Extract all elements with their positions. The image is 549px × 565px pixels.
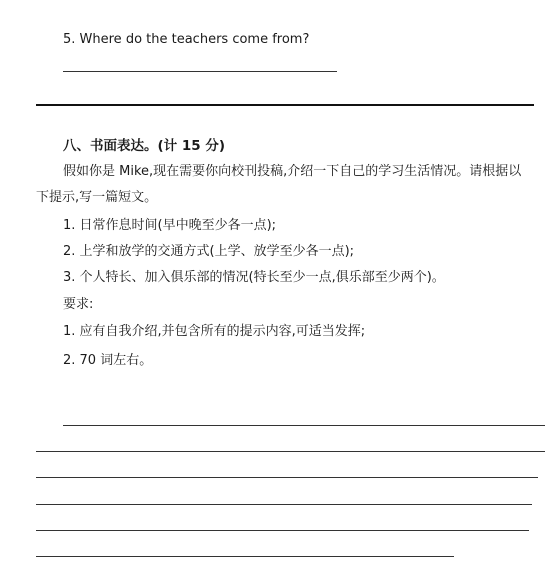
question-5-answer-line[interactable]: [63, 71, 337, 72]
writing-answer-line[interactable]: [36, 556, 454, 557]
writing-answer-line[interactable]: [36, 504, 532, 505]
hint-item: 2. 上学和放学的交通方式(上学、放学至少各一点);: [63, 244, 355, 259]
writing-answer-line[interactable]: [36, 477, 538, 478]
writing-answer-line[interactable]: [63, 425, 545, 426]
requirements-label: 要求:: [63, 297, 94, 312]
hint-item: 3. 个人特长、加入俱乐部的情况(特长至少一点,俱乐部至少两个)。: [63, 270, 445, 285]
hint-item: 1. 日常作息时间(早中晚至少各一点);: [63, 218, 277, 233]
requirement-item: 1. 应有自我介绍,并包含所有的提示内容,可适当发挥;: [63, 324, 366, 339]
writing-prompt-line-2: 下提示,写一篇短文。: [36, 190, 158, 205]
requirement-item: 2. 70 词左右。: [63, 353, 153, 368]
writing-answer-line[interactable]: [36, 451, 545, 452]
question-5-text: 5. Where do the teachers come from?: [63, 32, 310, 47]
writing-answer-line[interactable]: [36, 530, 529, 531]
writing-prompt-line-1: 假如你是 Mike,现在需要你向校刊投稿,介绍一下自己的学习生活情况。请根据以: [63, 164, 522, 179]
section-8-heading: 八、书面表达。(计 15 分): [63, 138, 226, 154]
section-divider: [36, 104, 534, 106]
